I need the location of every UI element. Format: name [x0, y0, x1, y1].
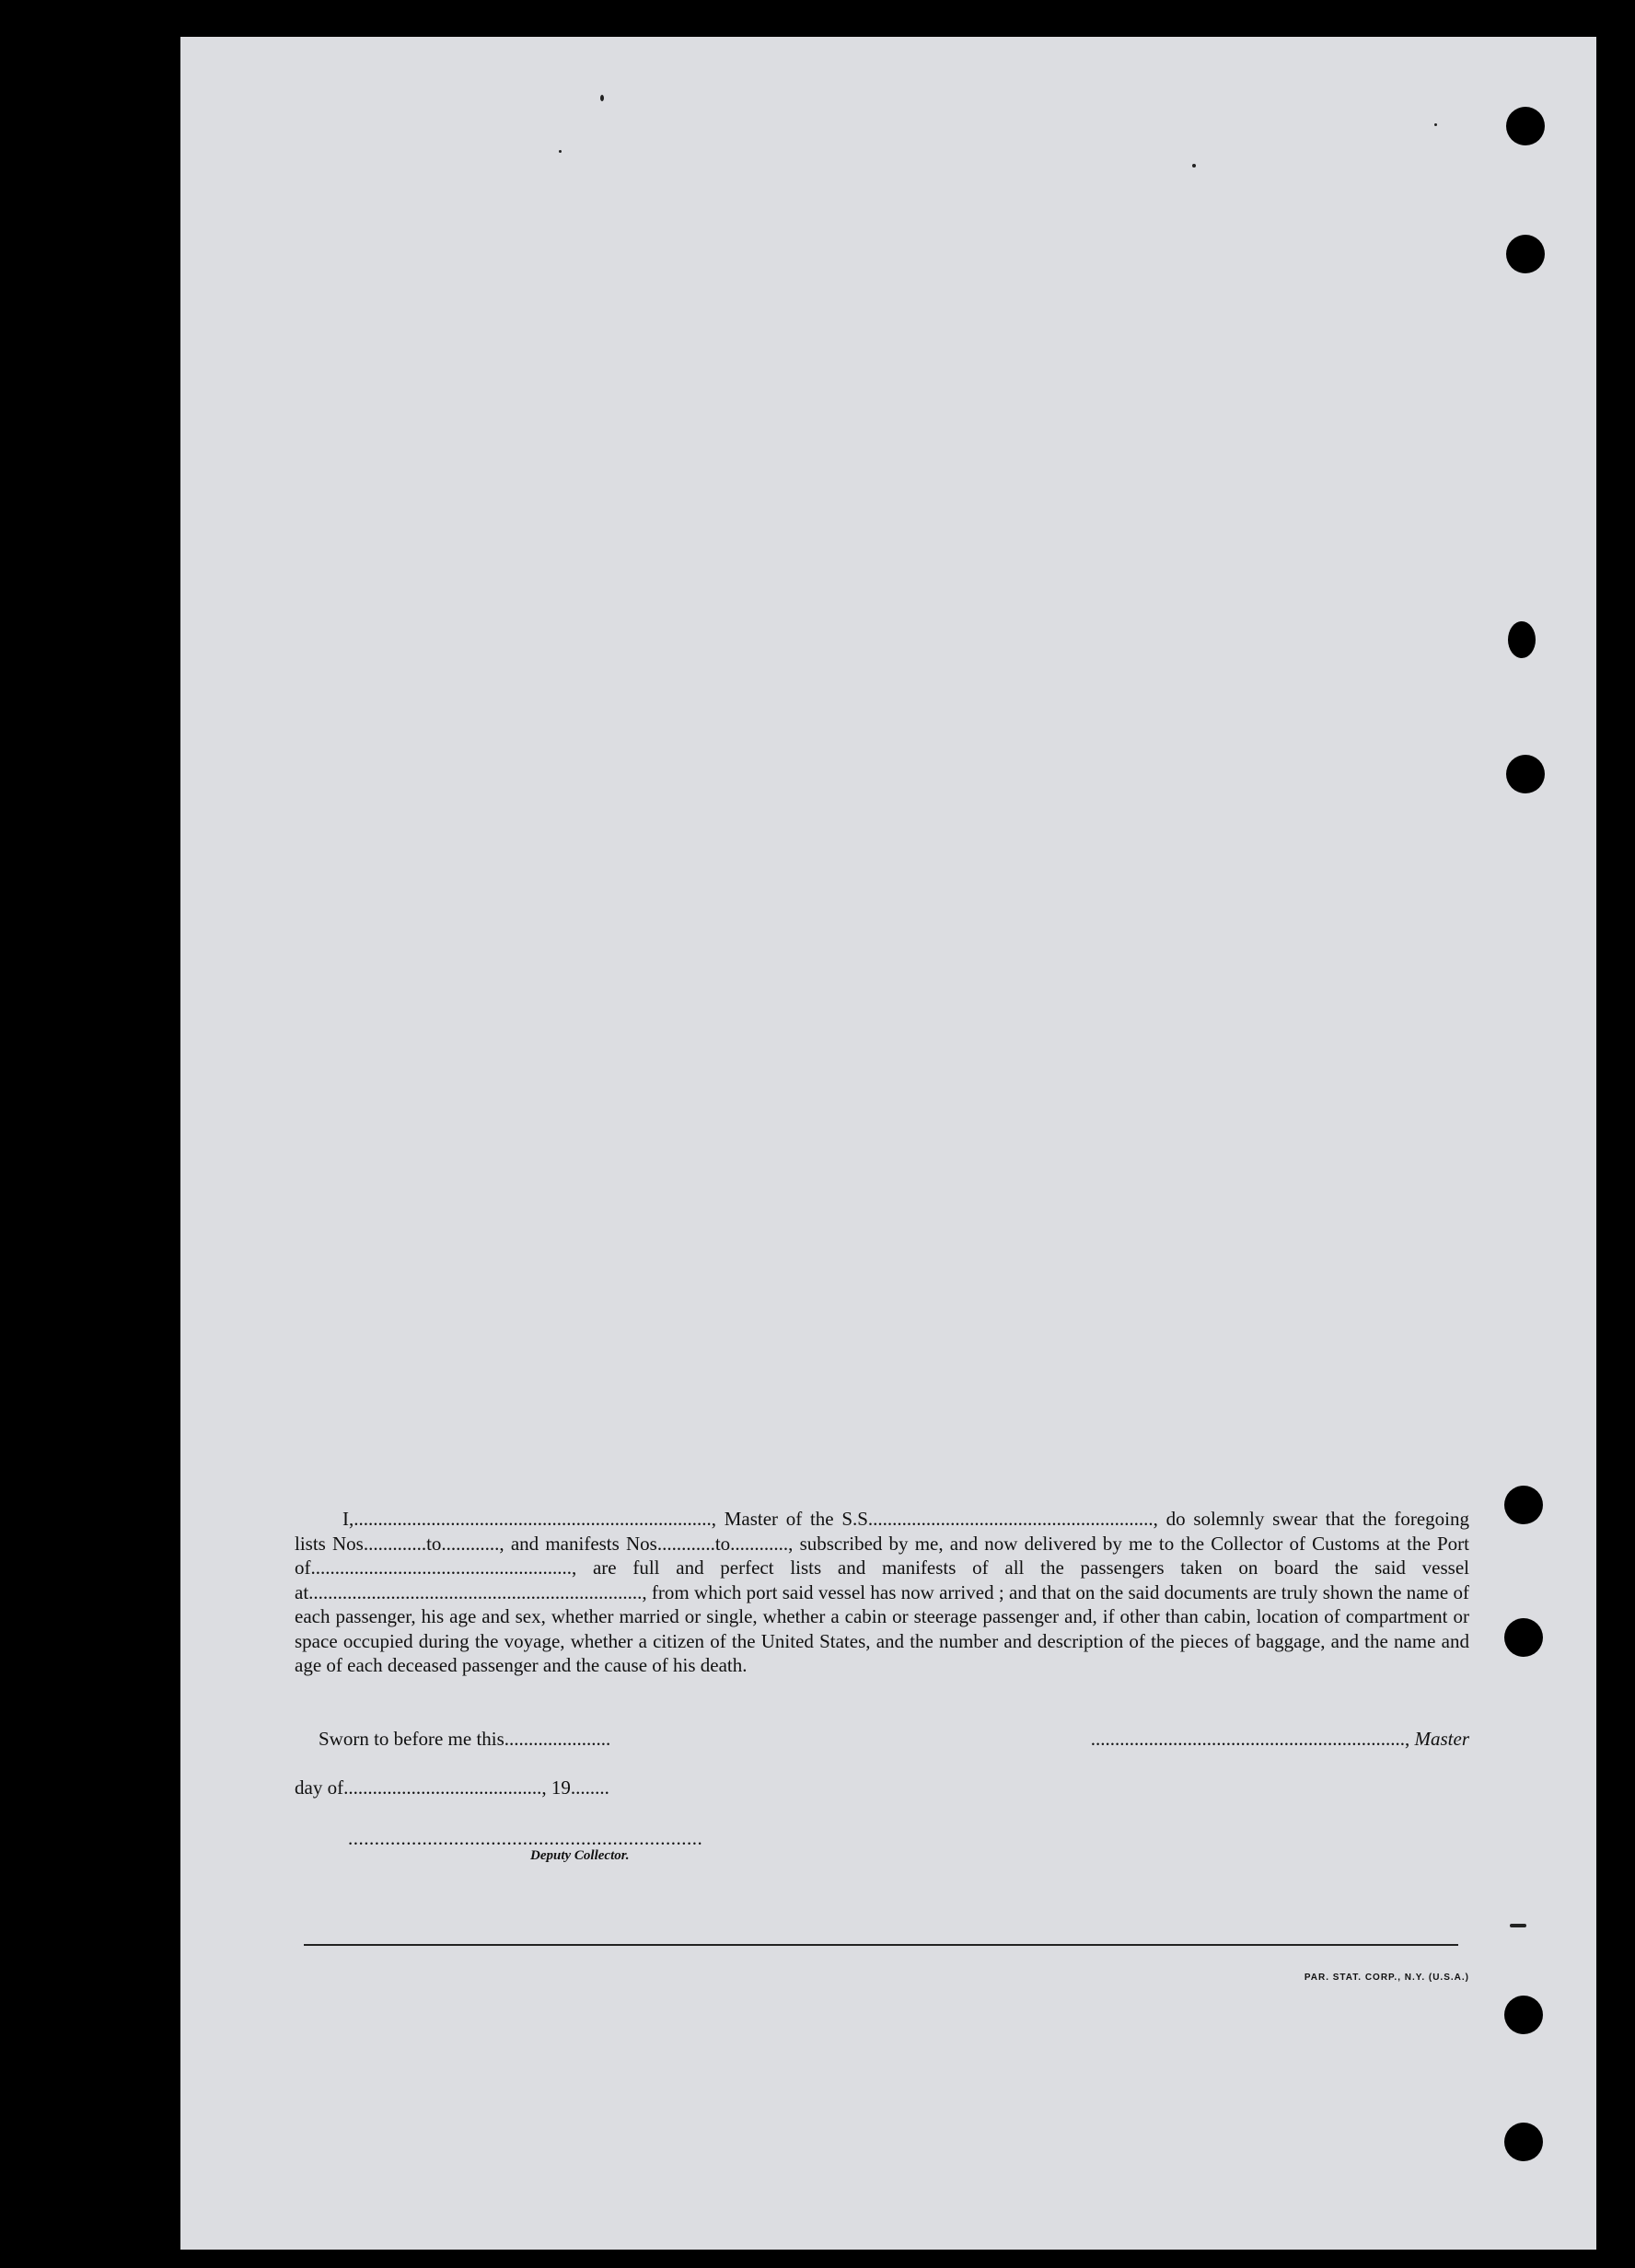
- deputy-collector-label: Deputy Collector.: [530, 1848, 630, 1863]
- binder-hole: [1506, 107, 1545, 145]
- binder-hole: [1504, 1996, 1543, 2034]
- paper-speck: [600, 95, 604, 101]
- manifest-page: [180, 37, 1596, 2250]
- oath-paragraph: [295, 1507, 1469, 1678]
- paper-speck: [1434, 123, 1437, 126]
- binder-hole: [1508, 621, 1536, 658]
- binder-hole: [1506, 235, 1545, 273]
- day-line: day of........................................., 19........: [295, 1776, 609, 1799]
- binder-hole: [1504, 1618, 1543, 1657]
- paper-speck: [1192, 164, 1196, 168]
- bottom-rule: [304, 1944, 1458, 1946]
- master-label: Master: [1414, 1728, 1469, 1750]
- deputy-signature-dots: ...................................................................: [348, 1827, 703, 1849]
- printer-mark: PAR. STAT. CORP., N.Y. (U.S.A.): [1304, 1973, 1469, 1983]
- binder-hole: [1504, 1486, 1543, 1524]
- binder-hole: [1506, 755, 1545, 793]
- binder-hole: [1504, 2123, 1543, 2161]
- paper-speck: [559, 150, 562, 153]
- master-signature-line: [1091, 1728, 1469, 1751]
- paper-speck: [1510, 1924, 1526, 1927]
- sworn-line: Sworn to before me this......................: [319, 1728, 611, 1750]
- oath-text: I,.........................................................................., Master of the S.S..........................................................., do solemnly swear that the foregoing lists Nos.............to............, and manifests Nos............to............, subscribed by me, and now delivered by me to the Collector of Customs at the Port of......................................................, are full and perfect lists and manifests of all the passengers taken on board the said vessel at....................................................................., from which port said vessel has now arrived ; and that on the said documents are truly shown the name of each passenger, his age and sex, whether married or single, whether a cabin or steerage passenger and, if other than cabin, location of compartment or space occupied during the voyage, whether a citizen of the United States, and the number and description of the pieces of baggage, and the name and age of each deceased passenger and the cause of his death.: [295, 1508, 1469, 1676]
- master-signature-dots: .................................................................,: [1090, 1728, 1410, 1750]
